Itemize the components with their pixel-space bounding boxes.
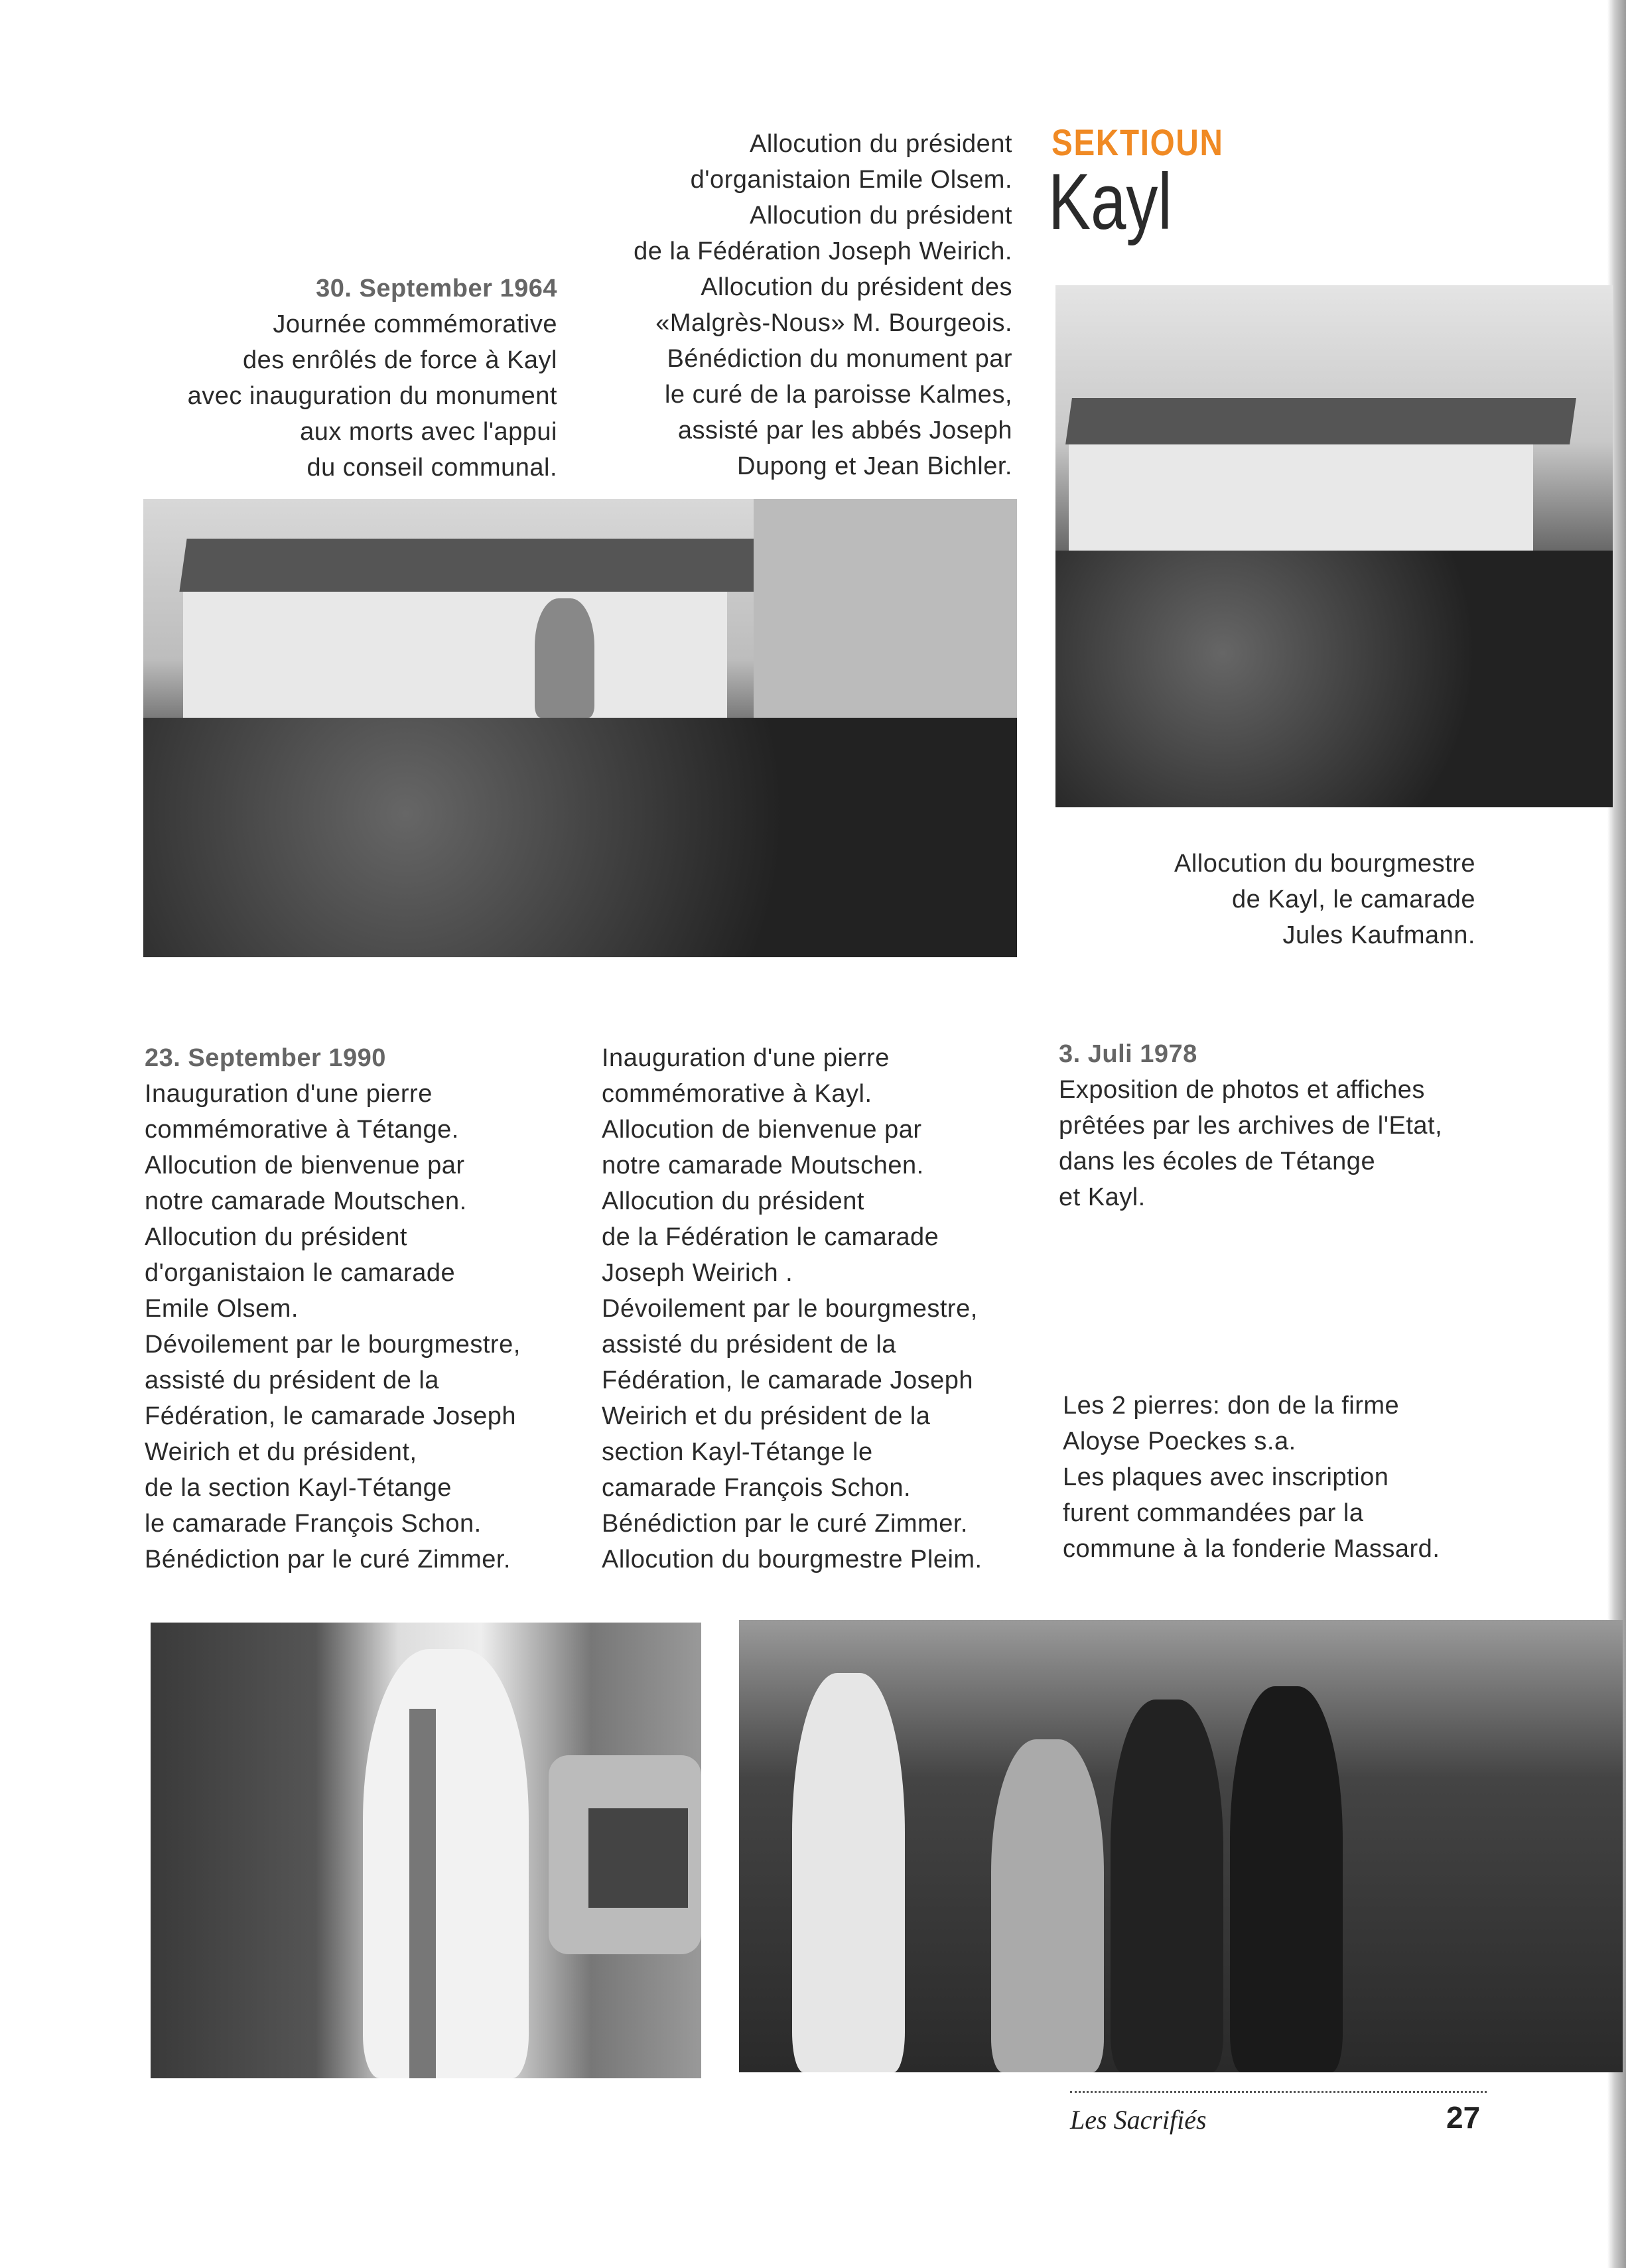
text-line: Jules Kaufmann. — [1282, 921, 1475, 949]
text-line: des enrôlés de force à Kayl — [243, 346, 557, 374]
text-line: Allocution du président — [145, 1223, 407, 1251]
text-line: commune à la fonderie Massard. — [1063, 1535, 1440, 1563]
text-line: notre camarade Moutschen. — [602, 1152, 924, 1179]
text-line: notre camarade Moutschen. — [145, 1187, 467, 1215]
text-line: assisté du président de la — [145, 1367, 439, 1394]
text-line: Allocution du bourgmestre Pleim. — [602, 1546, 982, 1573]
text-line: commémorative à Kayl. — [602, 1080, 872, 1108]
text-line: dans les écoles de Tétange — [1059, 1148, 1376, 1175]
text-line: de Kayl, le camarade — [1232, 886, 1475, 913]
text-line: Allocution de bienvenue par — [602, 1116, 922, 1144]
text-line: Bénédiction du monument par — [667, 345, 1012, 373]
text-line: et Kayl. — [1059, 1183, 1146, 1211]
text-line: d'organistaion Emile Olsem. — [690, 166, 1012, 194]
text-line: Dupong et Jean Bichler. — [737, 452, 1012, 480]
text-line: Bénédiction par le curé Zimmer. — [145, 1546, 511, 1573]
text-line: Allocution du président — [750, 130, 1012, 158]
text-line: Bénédiction par le curé Zimmer. — [602, 1510, 968, 1538]
text-line: de la section Kayl-Tétange — [145, 1474, 452, 1502]
text-line: aux morts avec l'appui — [300, 418, 557, 446]
text-line: Les plaques avec inscription — [1063, 1463, 1389, 1491]
text-line: camarade François Schon. — [602, 1474, 912, 1502]
text-line: Weirich et du président, — [145, 1438, 417, 1466]
text-line: avec inauguration du monument — [187, 382, 557, 410]
footer-divider — [1070, 2091, 1487, 2093]
text-line: Joseph Weirich . — [602, 1259, 793, 1287]
text-line: assisté du président de la — [602, 1331, 896, 1359]
text-line: Les 2 pierres: don de la firme — [1063, 1392, 1400, 1420]
photo-1964-ceremony — [143, 499, 1017, 957]
text-line: «Malgrès-Nous» M. Bourgeois. — [655, 309, 1012, 337]
section-label: SEKTIOUN — [1051, 121, 1224, 163]
page-number: 27 — [1446, 2100, 1481, 2135]
text-line: le curé de la paroisse Kalmes, — [664, 381, 1012, 409]
entry-date: 30. September 1964 — [316, 275, 557, 302]
photo-1990-blessing — [151, 1623, 701, 2078]
text-line: commémorative à Tétange. — [145, 1116, 459, 1144]
text-line: d'organistaion le camarade — [145, 1259, 456, 1287]
text-line: prêtées par les archives de l'Etat, — [1059, 1112, 1443, 1140]
text-line: Inauguration d'une pierre — [145, 1080, 433, 1108]
text-line: du conseil communal. — [306, 454, 557, 482]
text-line: furent commandées par la — [1063, 1499, 1364, 1527]
text-line: Dévoilement par le bourgmestre, — [602, 1295, 978, 1323]
photo-1990-dignitaries — [739, 1620, 1623, 2072]
text-line: Allocution du président — [602, 1187, 864, 1215]
text-line: le camarade François Schon. — [145, 1510, 482, 1538]
entry-1964 — [188, 271, 557, 486]
text-line: Journée commémorative — [273, 310, 557, 338]
text-line: Inauguration d'une pierre — [602, 1044, 890, 1072]
photo2-caption — [1174, 846, 1475, 953]
text-line: assisté par les abbés Joseph — [677, 417, 1012, 444]
text-line: Allocution du bourgmestre — [1174, 850, 1475, 878]
photo-1964-mayor-speech — [1055, 285, 1613, 807]
text-line: Dévoilement par le bourgmestre, — [145, 1331, 521, 1359]
text-line: de la Fédération Joseph Weirich. — [634, 237, 1012, 265]
text-line: Allocution du président des — [701, 273, 1012, 301]
text-line: Weirich et du président de la — [602, 1402, 931, 1430]
section-title: Kayl — [1048, 157, 1172, 246]
text-line: Aloyse Poeckes s.a. — [1063, 1428, 1296, 1455]
entry-kayl-stone — [602, 1040, 982, 1577]
publication-title: Les Sacrifiés — [1070, 2105, 1207, 2135]
text-line: section Kayl-Tétange le — [602, 1438, 873, 1466]
entry-date: 3. Juli 1978 — [1059, 1040, 1197, 1068]
stones-note — [1063, 1388, 1440, 1567]
text-line: Allocution du président — [750, 202, 1012, 230]
text-line: de la Fédération le camarade — [602, 1223, 939, 1251]
text-line: Fédération, le camarade Joseph — [145, 1402, 516, 1430]
text-line: Exposition de photos et affiches — [1059, 1076, 1425, 1104]
entry-1964-speeches — [634, 126, 1012, 484]
text-line: Allocution de bienvenue par — [145, 1152, 465, 1179]
entry-1990 — [145, 1040, 521, 1577]
text-line: Fédération, le camarade Joseph — [602, 1367, 973, 1394]
entry-date: 23. September 1990 — [145, 1044, 386, 1072]
text-line: Emile Olsem. — [145, 1295, 299, 1323]
entry-1978 — [1059, 1036, 1442, 1215]
